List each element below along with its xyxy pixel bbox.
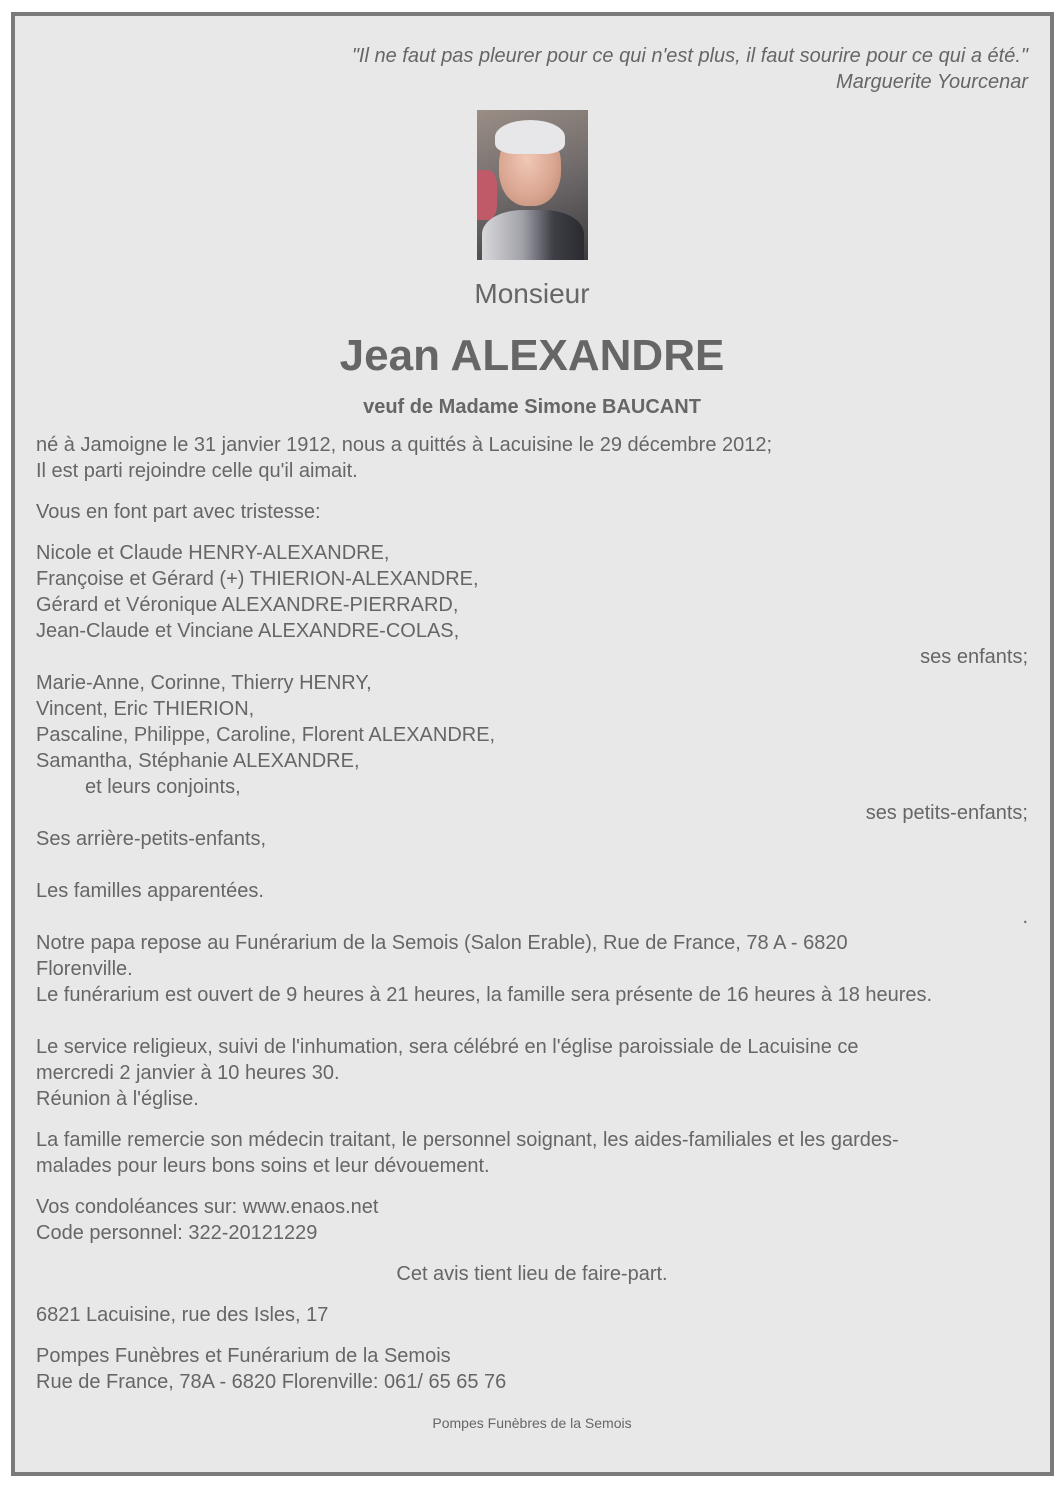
- list-item: Marie-Anne, Corinne, Thierry HENRY,: [36, 672, 372, 694]
- epigraph: [36, 43, 1028, 95]
- notice-line: Cet avis tient lieu de faire-part.: [396, 1263, 668, 1285]
- list-item: Gérard et Véronique ALEXANDRE-PIERRARD,: [36, 594, 459, 616]
- birth-line: né à Jamoigne le 31 janvier 1912, nous a quittés à Lacuisine le 29 décembre 2012;: [36, 434, 773, 456]
- children-list: [36, 540, 1028, 670]
- undertaker-paragraph: [36, 1343, 1028, 1395]
- list-item: Jean-Claude et Vinciane ALEXANDRE-COLAS,: [36, 620, 460, 642]
- deceased-name: Jean ALEXANDRE: [339, 331, 725, 380]
- funerarium-paragraph: [36, 930, 1028, 1008]
- portrait-photo: [477, 110, 588, 260]
- children-label: ses enfants;: [920, 646, 1028, 668]
- obituary-content: [36, 16, 1028, 1432]
- grandchildren-list: [36, 670, 1028, 826]
- service-line: Réunion à l'église.: [36, 1088, 199, 1110]
- announce-line: Vous en font part avec tristesse:: [36, 501, 321, 523]
- quote-text: "Il ne faut pas pleurer pour ce qui n'est plus, il faut sourire pour ce qui a été.": [351, 45, 1028, 67]
- list-item: Pascaline, Philippe, Caroline, Florent ALEXANDRE,: [36, 724, 496, 746]
- quote-author: Marguerite Yourcenar: [836, 71, 1028, 93]
- funerarium-hours: Le funérarium est ouvert de 9 heures à 21 heures, la famille sera présente de 16 heures à 18 heures.: [36, 984, 933, 1006]
- thanks-paragraph: [36, 1127, 1028, 1179]
- spouses-line: et leurs conjoints,: [85, 776, 241, 798]
- funerarium-line: Florenville.: [36, 958, 133, 980]
- list-item: Vincent, Eric THIERION,: [36, 698, 255, 720]
- tribute-line: Il est parti rejoindre celle qu'il aimait.: [36, 460, 358, 482]
- spouse-line: veuf de Madame Simone BAUCANT: [363, 396, 701, 418]
- families-line: Les familles apparentées.: [36, 880, 264, 902]
- list-item: Nicole et Claude HENRY-ALEXANDRE,: [36, 542, 390, 564]
- grandchildren-label: ses petits-enfants;: [865, 802, 1028, 824]
- birth-death-paragraph: [36, 432, 1028, 484]
- condolences-link[interactable]: Vos condoléances sur: www.enaos.net: [36, 1196, 379, 1218]
- condolences-paragraph: [36, 1194, 1028, 1246]
- service-line: Le service religieux, suivi de l'inhumation, sera célébré en l'église paroissiale de Lacuisine ce: [36, 1036, 859, 1058]
- photo-container: [36, 110, 1028, 260]
- list-item: Samantha, Stéphanie ALEXANDRE,: [36, 750, 360, 772]
- service-paragraph: [36, 1034, 1028, 1112]
- footer-credit: Pompes Funèbres de la Semois: [432, 1415, 632, 1431]
- personal-code: Code personnel: 322-20121229: [36, 1222, 318, 1244]
- separator-dot: .: [1022, 906, 1028, 928]
- undertaker-address: Rue de France, 78A - 6820 Florenville: 061/ 65 65 76: [36, 1371, 507, 1393]
- list-item: Françoise et Gérard (+) THIERION-ALEXANDRE,: [36, 568, 479, 590]
- obituary-card: [11, 12, 1054, 1476]
- honorific: Monsieur: [474, 278, 590, 309]
- thanks-line: malades pour leurs bons soins et leur dévouement.: [36, 1155, 490, 1177]
- undertaker-name: Pompes Funèbres et Funérarium de la Semois: [36, 1345, 451, 1367]
- funerarium-line: Notre papa repose au Funérarium de la Semois (Salon Erable), Rue de France, 78 A - 6820: [36, 932, 848, 954]
- home-address: 6821 Lacuisine, rue des Isles, 17: [36, 1304, 329, 1326]
- great-grandchildren-line: Ses arrière-petits-enfants,: [36, 828, 267, 850]
- service-line: mercredi 2 janvier à 10 heures 30.: [36, 1062, 340, 1084]
- thanks-line: La famille remercie son médecin traitant, le personnel soignant, les aides-familiales et les gardes-: [36, 1129, 899, 1151]
